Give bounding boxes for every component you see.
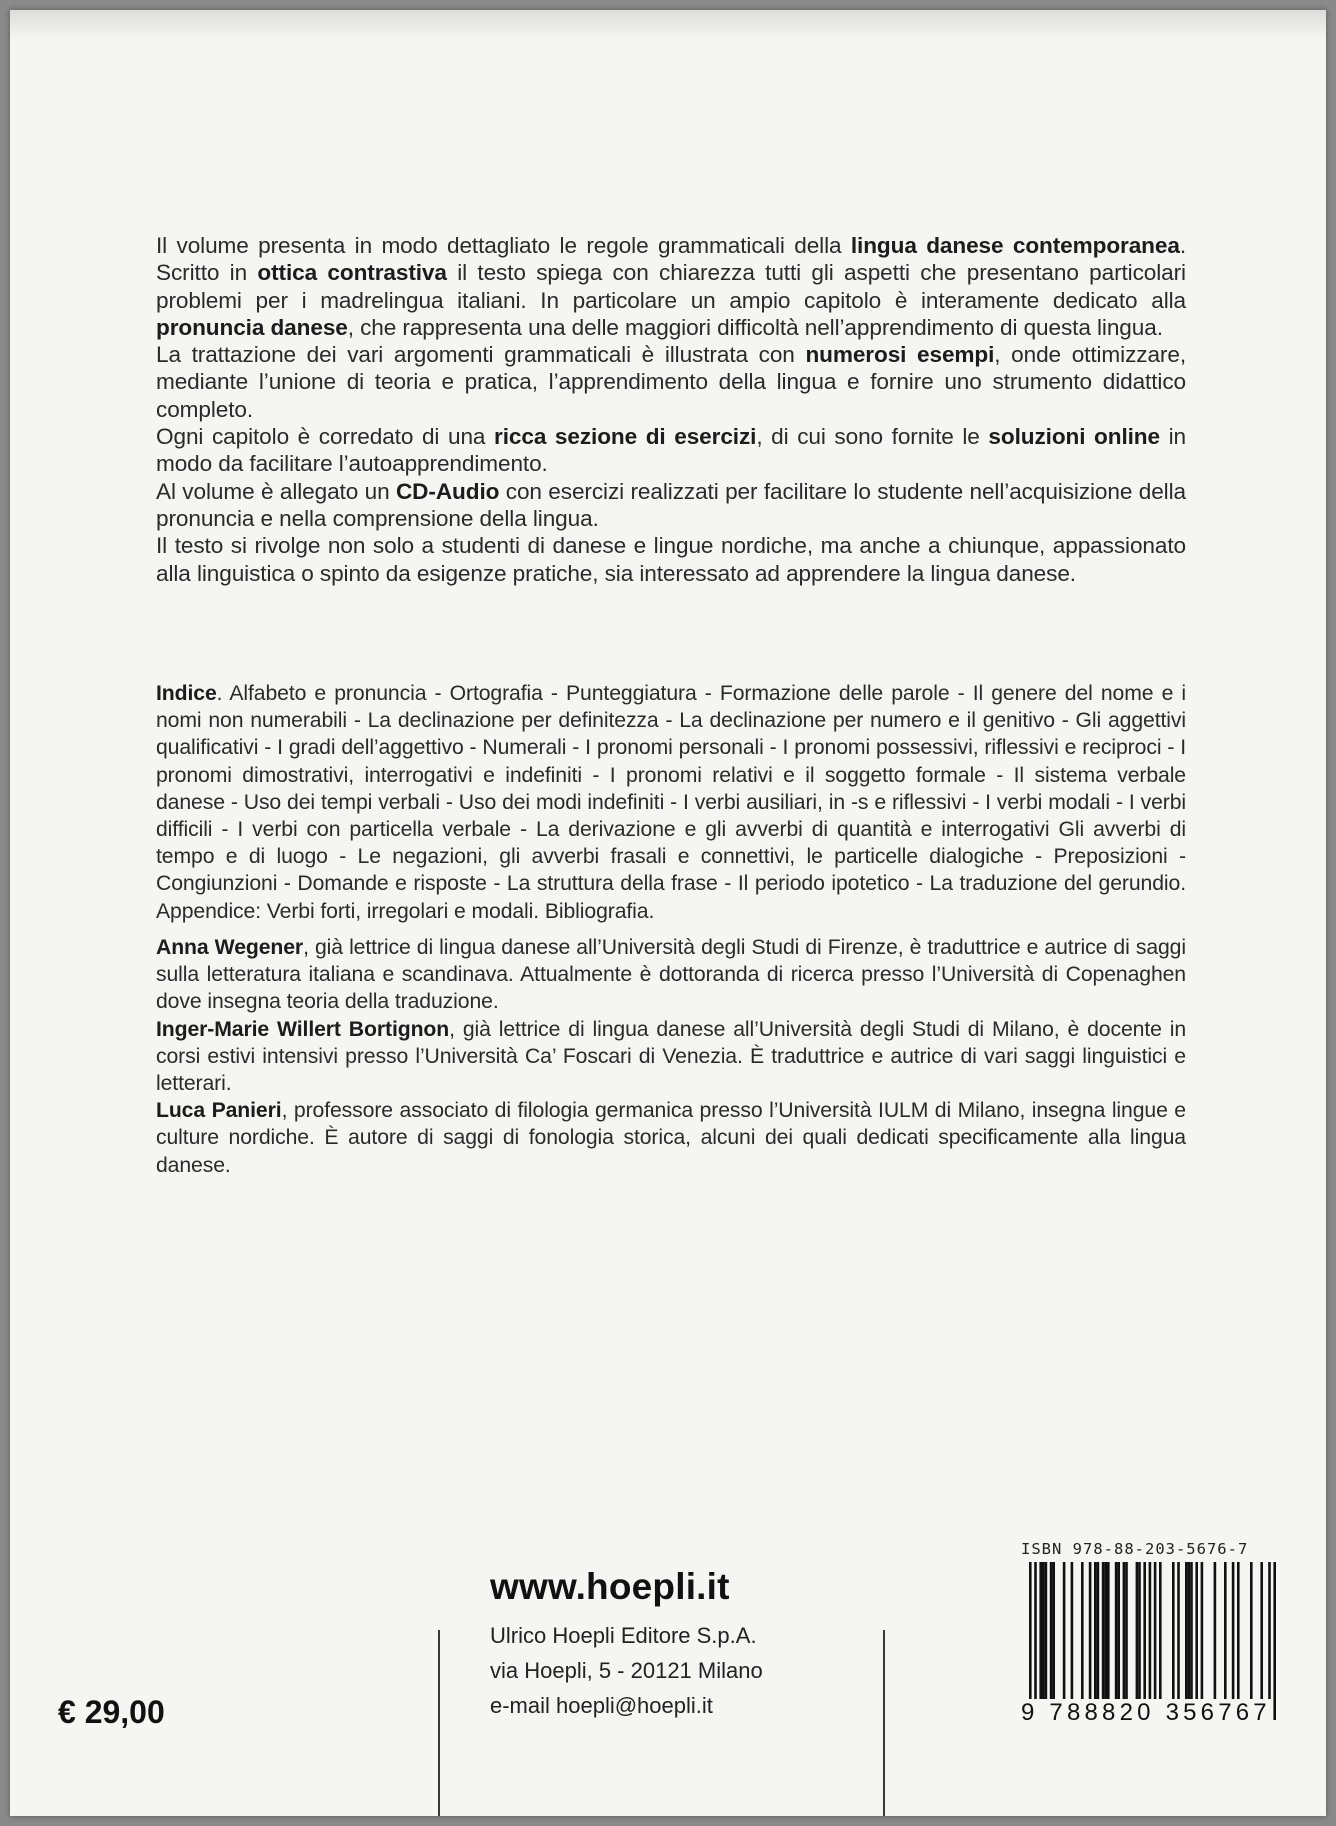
publisher-name: Ulrico Hoepli Editore S.p.A. (490, 1623, 757, 1648)
top-edge-shadow (10, 10, 1326, 40)
barcode-bar (1268, 1562, 1271, 1720)
barcode-bar (1045, 1562, 1048, 1702)
barcode-bar (1081, 1562, 1084, 1702)
barcode-bar (1214, 1562, 1217, 1702)
book-description (156, 232, 1186, 587)
barcode-bar (1123, 1562, 1126, 1702)
barcode-bar (1201, 1562, 1204, 1702)
barcode-bar (1172, 1562, 1175, 1702)
paragraph: Luca Panieri, professore associato di filologia germanica presso l’Università IULM di Milano, insegna lingue e culture nordiche. È autore di saggi di fonologia storica, alcuni dei quali dedicati specificamente alla lingua danese. (156, 1099, 1186, 1177)
barcode-icon (1015, 1562, 1277, 1722)
author-bios (156, 934, 1186, 1179)
barcode-bar (1190, 1562, 1193, 1702)
barcode-bar (1050, 1562, 1053, 1702)
barcode-bar (1089, 1562, 1092, 1702)
paragraph: Al volume è allegato un CD-Audio con esercizi realizzati per facilitare lo studente nell’acquisizione della pronuncia e nella comprensione della lingua. (156, 478, 1186, 531)
barcode-bar (1094, 1562, 1097, 1702)
barcode-bar (1104, 1562, 1107, 1702)
table-of-contents (156, 680, 1186, 925)
barcode-bar (1237, 1562, 1240, 1702)
barcode-bar (1071, 1562, 1074, 1702)
divider-left (438, 1630, 440, 1816)
barcode-bar (1260, 1562, 1263, 1702)
barcode-bar (1039, 1562, 1042, 1702)
paragraph: Ogni capitolo è corredato di una ricca sezione di esercizi, di cui sono fornite le soluzioni online in modo da facilitare l’autoapprendimento. (156, 424, 1186, 477)
barcode-bar (1063, 1562, 1066, 1702)
publisher-email[interactable]: e-mail hoepli@hoepli.it (490, 1693, 713, 1718)
paragraph: Il testo si rivolge non solo a studenti di danese e lingue nordiche, ma anche a chiunque, appassionato alla linguistica o spinto da esigenze pratiche, sia interessato ad apprendere la lingua danese. (156, 533, 1186, 586)
paragraph: Anna Wegener, già lettrice di lingua danese all’Università degli Studi di Firenze, è traduttrice e autrice di saggi sulla letteratura italiana e scandinava. Attualmente è dottoranda di ricerca presso l’Università di Copenaghen dove insegna teoria della traduzione. (156, 936, 1186, 1014)
barcode-bar (1117, 1562, 1120, 1702)
barcode-bar (1224, 1562, 1227, 1702)
barcode-bar (1177, 1562, 1180, 1702)
barcode-bar (1029, 1562, 1032, 1720)
barcode-bar (1034, 1562, 1037, 1720)
barcode-bar (1115, 1562, 1118, 1702)
barcode-bar (1149, 1562, 1152, 1720)
paragraph: Indice. Alfabeto e pronuncia - Ortografia - Punteggiatura - Formazione delle parole - Il genere del nome e i nomi non numerabili - La declinazione per definitezza - La declinazione per numero e il genitivo - Gli aggettivi qualificativi - I gradi dell’aggettivo - Numerali - I pronomi personali - I pronomi possessivi, riflessivi e reciproci - I pronomi dimostrativi, interrogativi e indefiniti - I pronomi relativi e il soggetto formale - Il sistema verbale danese - Uso dei tempi verbali - Uso dei modi indefiniti - I verbi ausiliari, in -s e riflessivi - I verbi modali - I verbi difficili - I verbi con particella verbale - La derivazione e gli avverbi di quantità e interrogativi Gli avverbi di tempo e di luogo - Le negazioni, gli avverbi frasali e connettivi, le particelle dialogiche - Preposizioni - Congiunzioni - Domande e risposte - La struttura della frase - Il periodo ipotetico - La traduzione del gerundio. Appendice: Verbi forti, irregolari e modali. Bibliografia. (156, 682, 1186, 923)
barcode-bar (1052, 1562, 1055, 1702)
barcode-bar (1097, 1562, 1100, 1702)
barcode-bar (1107, 1562, 1110, 1702)
barcode-bar (1232, 1562, 1235, 1702)
barcode-bar (1273, 1562, 1276, 1720)
isbn-label: ISBN 978-88-203-5676-7 (1021, 1540, 1249, 1558)
price: € 29,00 (58, 1694, 165, 1730)
barcode-bar (1159, 1562, 1162, 1702)
paragraph: La trattazione dei vari argomenti grammaticali è illustrata con numerosi esempi, onde ottimizzare, mediante l’unione di teoria e pratica, l’apprendimento della lingua e fornire uno strumento didattico completo. (156, 342, 1186, 422)
barcode-bar (1195, 1562, 1198, 1702)
barcode-bar (1143, 1562, 1146, 1702)
divider-right (883, 1630, 885, 1816)
barcode-bar (1042, 1562, 1045, 1702)
publisher-address: via Hoepli, 5 - 20121 Milano (490, 1658, 763, 1683)
barcode-bar (1185, 1562, 1188, 1702)
paragraph: Il volume presenta in modo dettagliato le regole grammaticali della lingua danese contemporanea. Scritto in ottica contrastiva il testo spiega con chiarezza tutti gli aspetti che presentano particolari problemi per i madrelingua italiani. In particolare un ampio capitolo è interamente dedicato alla pronuncia danese, che rappresenta una delle maggiori difficoltà nell’apprendimento di questa lingua. (156, 233, 1187, 340)
isbn-digits: 9 788820 356767 (1021, 1699, 1271, 1726)
barcode-bar (1125, 1562, 1128, 1702)
barcode-bar (1188, 1562, 1191, 1702)
barcode-bar (1250, 1562, 1253, 1702)
barcode-bar (1154, 1562, 1157, 1720)
barcode-bar (1138, 1562, 1141, 1702)
publisher-website[interactable]: www.hoepli.it (490, 1566, 730, 1607)
barcode-bar (1136, 1562, 1139, 1702)
back-cover (10, 10, 1326, 1816)
paragraph: Inger-Marie Willert Bortignon, già lettrice di lingua danese all’Università degli Studi di Milano, è docente in corsi estivi intensivi presso l’Università Ca’ Foscari di Venezia. È traduttrice e autrice di vari saggi linguistici e letterari. (156, 1017, 1187, 1096)
barcode-bar (1102, 1562, 1105, 1702)
